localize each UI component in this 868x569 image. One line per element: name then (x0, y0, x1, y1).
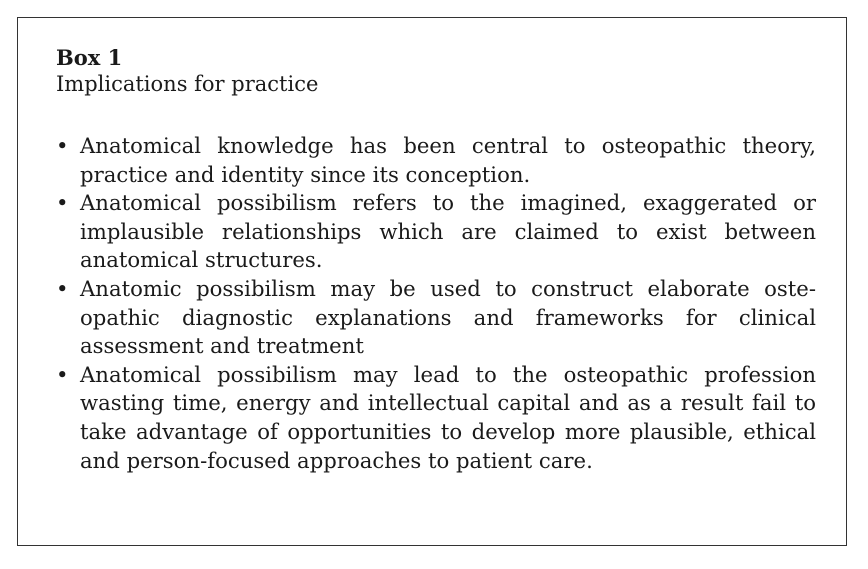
bullet-icon: • (56, 190, 69, 216)
list-item (56, 189, 816, 275)
bullet-icon: • (56, 133, 69, 158)
list-item (56, 361, 816, 475)
implications-list (56, 132, 816, 475)
list-item-text: Anatomic possibilism may be used to construct elaborate osteopathic diagnostic explanations and frameworks for clinical assessment and treatment (80, 275, 816, 359)
bullet-icon: • (56, 361, 69, 387)
list-item-text: Anatomical possibilism refers to the imagined, exaggerated or implausible relationships which are claimed to exist between anatomical structures. (80, 190, 816, 273)
list-item-text: Anatomical knowledge has been central to osteopathic theory, practice and identity since its conception. (80, 133, 816, 187)
box-content (56, 45, 816, 475)
list-item (56, 275, 816, 361)
list-item (56, 132, 816, 189)
bullet-icon: • (56, 275, 69, 301)
list-item-text: Anatomical possibilism may lead to the osteopathic profession wasting time, energy and intellectual capital and as a result fail to take advantage of opportunities to develop more plausible, ethical and person-focused approaches to patient care. (80, 361, 816, 473)
box-1-panel (17, 17, 847, 546)
box-label: Box 1 (56, 45, 123, 70)
box-title: Implications for practice (56, 72, 319, 96)
